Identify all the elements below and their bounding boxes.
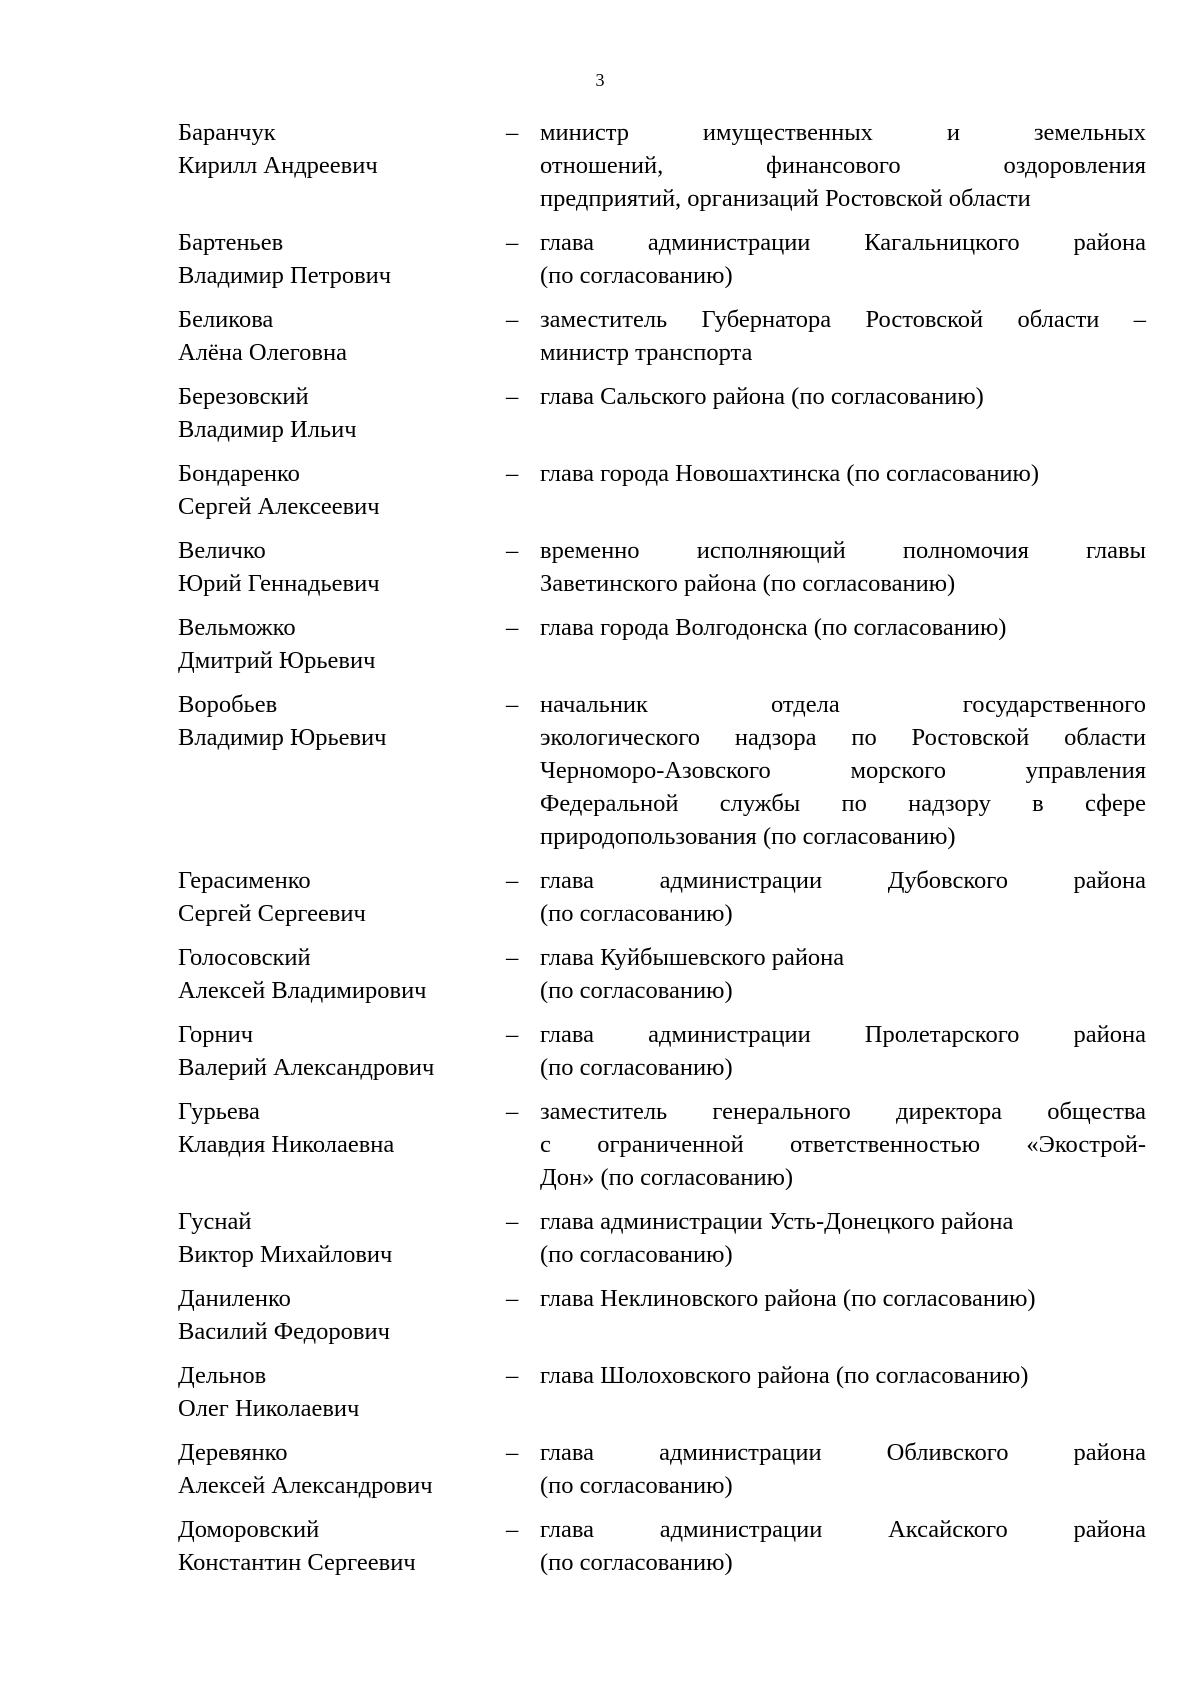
member-row: [178, 941, 1146, 1007]
member-position: [540, 688, 1146, 853]
member-row: [178, 1282, 1146, 1348]
member-row: [178, 1513, 1146, 1579]
member-position-line: Федеральной службы по надзору в сфере: [540, 790, 1146, 817]
member-surname: Воробьев: [178, 691, 278, 718]
member-name: [178, 611, 506, 677]
member-surname: Голосовский: [178, 944, 311, 971]
member-position-line: временно исполняющий полномочия главы: [540, 537, 1146, 564]
member-position-line: глава администрации Кагальницкого района: [540, 229, 1146, 256]
member-dash: –: [506, 1362, 519, 1389]
member-position: [540, 226, 1146, 292]
member-position-line: (по согласованию): [540, 262, 733, 289]
member-dash: –: [506, 383, 519, 410]
member-position: [540, 1513, 1146, 1579]
member-given-names: Сергей Сергеевич: [178, 900, 366, 927]
member-given-names: Сергей Алексеевич: [178, 493, 380, 520]
member-dash: –: [506, 1208, 519, 1235]
member-surname: Беликова: [178, 306, 274, 333]
member-row: [178, 1205, 1146, 1271]
member-position-line: глава города Новошахтинска (по согласованию): [540, 460, 1040, 487]
member-row: [178, 611, 1146, 677]
member-surname: Баранчук: [178, 119, 276, 146]
member-position-line: глава администрации Усть-Донецкого района: [540, 1208, 1014, 1235]
member-dash: –: [506, 1516, 519, 1543]
member-position-line: (по согласованию): [540, 977, 733, 1004]
member-position: [540, 534, 1146, 600]
member-position-line: (по согласованию): [540, 900, 733, 927]
member-name: [178, 457, 506, 523]
member-name: [178, 1282, 506, 1348]
member-position: [540, 380, 1146, 413]
member-position-line: с ограниченной ответственностью «Экострой-: [540, 1131, 1146, 1158]
member-dash: –: [506, 306, 519, 333]
member-surname: Даниленко: [178, 1285, 291, 1312]
member-row: [178, 116, 1146, 215]
member-position: [540, 457, 1146, 490]
member-row: [178, 1436, 1146, 1502]
page-number: 3: [595, 70, 605, 90]
member-name: [178, 688, 506, 754]
member-position: [540, 1359, 1146, 1392]
member-position-line: (по согласованию): [540, 1054, 733, 1081]
member-name: [178, 303, 506, 369]
member-surname: Гуснай: [178, 1208, 252, 1235]
member-position-line: (по согласованию): [540, 1472, 733, 1499]
member-position-line: природопользования (по согласованию): [540, 823, 956, 850]
member-position: [540, 1095, 1146, 1194]
member-row: [178, 226, 1146, 292]
member-given-names: Олег Николаевич: [178, 1395, 360, 1422]
member-surname: Величко: [178, 537, 266, 564]
member-given-names: Виктор Михайлович: [178, 1241, 393, 1268]
member-position-line: глава администрации Аксайского района: [540, 1516, 1146, 1543]
member-dash: –: [506, 537, 519, 564]
member-dash: –: [506, 1439, 519, 1466]
member-position-line: Дон» (по согласованию): [540, 1164, 794, 1191]
member-position-line: министр транспорта: [540, 339, 753, 366]
member-dash: –: [506, 460, 519, 487]
member-surname: Деревянко: [178, 1439, 288, 1466]
member-surname: Бондаренко: [178, 460, 300, 487]
member-position: [540, 303, 1146, 369]
member-position: [540, 864, 1146, 930]
member-name: [178, 534, 506, 600]
member-given-names: Валерий Александрович: [178, 1054, 435, 1081]
member-surname: Гурьева: [178, 1098, 260, 1125]
member-position-line: отношений, финансового оздоровления: [540, 152, 1146, 179]
member-position-line: глава администрации Обливского района: [540, 1439, 1146, 1466]
member-given-names: Дмитрий Юрьевич: [178, 647, 376, 674]
member-given-names: Константин Сергеевич: [178, 1549, 416, 1576]
member-dash: –: [506, 229, 519, 256]
member-name: [178, 380, 506, 446]
member-position-line: глава Шолоховского района (по согласованию): [540, 1362, 1029, 1389]
member-position-line: экологического надзора по Ростовской области: [540, 724, 1146, 751]
member-dash: –: [506, 867, 519, 894]
member-surname: Вельможко: [178, 614, 296, 641]
member-position-line: глава администрации Пролетарского района: [540, 1021, 1146, 1048]
member-row: [178, 303, 1146, 369]
member-position-line: (по согласованию): [540, 1241, 733, 1268]
member-position-line: заместитель Губернатора Ростовской области –: [540, 306, 1146, 333]
member-position-line: глава Неклиновского района (по согласованию): [540, 1285, 1036, 1312]
member-surname: Дельнов: [178, 1362, 267, 1389]
member-row: [178, 534, 1146, 600]
member-dash: –: [506, 1098, 519, 1125]
member-name: [178, 1436, 506, 1502]
member-name: [178, 1095, 506, 1161]
member-name: [178, 1018, 506, 1084]
member-given-names: Владимир Ильич: [178, 416, 357, 443]
member-given-names: Владимир Петрович: [178, 262, 392, 289]
member-position-line: Черноморо-Азовского морского управления: [540, 757, 1146, 784]
member-position-line: глава администрации Дубовского района: [540, 867, 1146, 894]
member-row: [178, 864, 1146, 930]
member-position: [540, 1018, 1146, 1084]
member-given-names: Клавдия Николаевна: [178, 1131, 395, 1158]
member-name: [178, 1205, 506, 1271]
member-name: [178, 116, 506, 182]
member-name: [178, 864, 506, 930]
member-row: [178, 457, 1146, 523]
member-dash: –: [506, 1021, 519, 1048]
member-position-line: заместитель генерального директора общества: [540, 1098, 1146, 1125]
member-position: [540, 1282, 1146, 1315]
member-name: [178, 1359, 506, 1425]
member-surname: Герасименко: [178, 867, 311, 894]
member-given-names: Алексей Александрович: [178, 1472, 433, 1499]
member-surname: Горнич: [178, 1021, 254, 1048]
member-position-line: глава Куйбышевского района: [540, 944, 845, 971]
member-position: [540, 1205, 1146, 1271]
member-position-line: Заветинского района (по согласованию): [540, 570, 956, 597]
member-position-line: глава города Волгодонска (по согласованию): [540, 614, 1007, 641]
member-given-names: Кирилл Андреевич: [178, 152, 378, 179]
member-position: [540, 116, 1146, 215]
member-name: [178, 1513, 506, 1579]
member-given-names: Владимир Юрьевич: [178, 724, 387, 751]
member-surname: Бартеньев: [178, 229, 284, 256]
member-position: [540, 611, 1146, 644]
member-list: [178, 116, 1146, 1590]
member-name: [178, 941, 506, 1007]
member-name: [178, 226, 506, 292]
member-given-names: Алёна Олеговна: [178, 339, 347, 366]
member-given-names: Юрий Геннадьевич: [178, 570, 380, 597]
member-row: [178, 1095, 1146, 1194]
member-position-line: глава Сальского района (по согласованию): [540, 383, 984, 410]
member-row: [178, 688, 1146, 853]
member-position-line: предприятий, организаций Ростовской области: [540, 185, 1031, 212]
member-surname: Доморовский: [178, 1516, 320, 1543]
member-dash: –: [506, 691, 519, 718]
member-position: [540, 1436, 1146, 1502]
member-dash: –: [506, 614, 519, 641]
member-position-line: начальник отдела государственного: [540, 691, 1146, 718]
member-row: [178, 380, 1146, 446]
member-surname: Березовский: [178, 383, 309, 410]
member-row: [178, 1018, 1146, 1084]
member-position-line: министр имущественных и земельных: [540, 119, 1146, 146]
member-dash: –: [506, 944, 519, 971]
member-dash: –: [506, 1285, 519, 1312]
member-given-names: Алексей Владимирович: [178, 977, 427, 1004]
member-position-line: (по согласованию): [540, 1549, 733, 1576]
member-given-names: Василий Федорович: [178, 1318, 390, 1345]
member-dash: –: [506, 119, 519, 146]
member-row: [178, 1359, 1146, 1425]
member-position: [540, 941, 1146, 1007]
